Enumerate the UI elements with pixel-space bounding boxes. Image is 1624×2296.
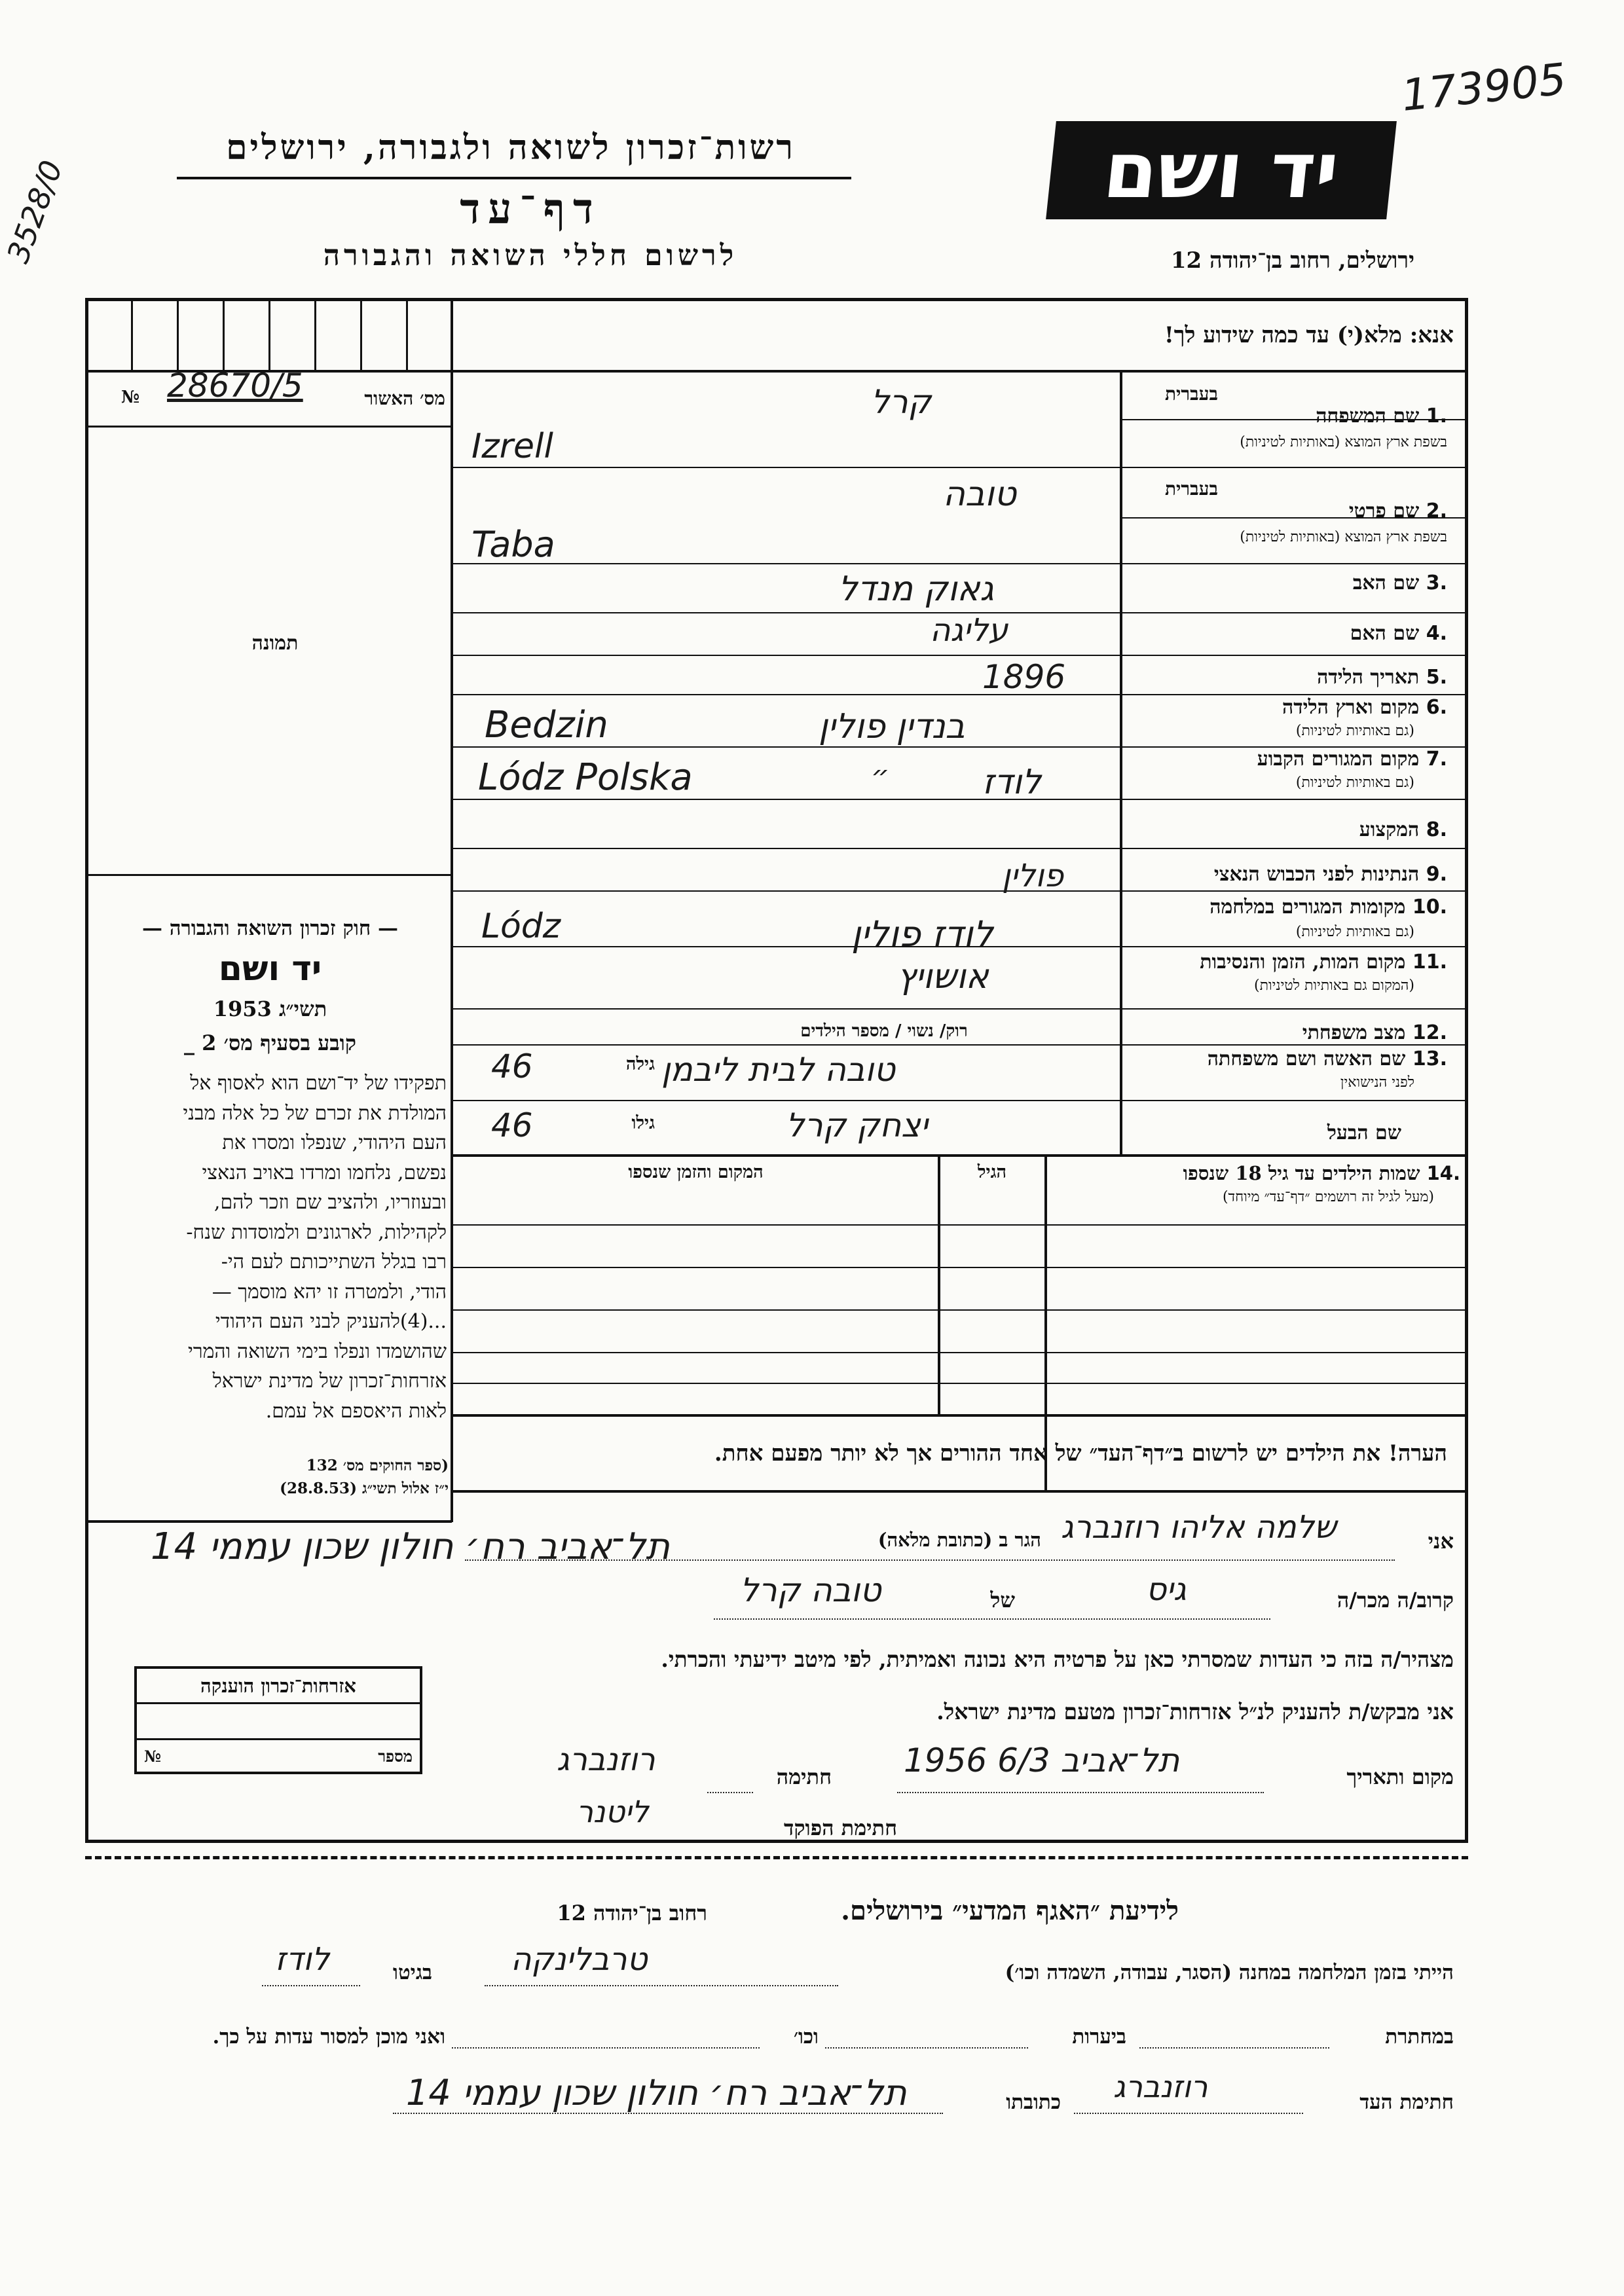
- decl-officer: חתימת הפוקד: [784, 1815, 897, 1840]
- row-rule: [453, 612, 1121, 613]
- hw-residence-he: לודז: [982, 763, 1042, 802]
- row-rule: [453, 1309, 1468, 1311]
- hw-husband: יצחק קרל: [786, 1106, 928, 1144]
- law-text-line: תפקידו של יד־ושם הוא לאסוף אל: [190, 1072, 447, 1095]
- row-rule: [453, 746, 1121, 748]
- field-13-sub: לפני הנישואין: [1340, 1074, 1414, 1091]
- bottom-camp-line: הייתי בזמן המלחמה במחנה (הסגר, עבודה, השמדה וכו׳): [1005, 1961, 1454, 1984]
- row-rule: [453, 1044, 1121, 1046]
- row-rule: [453, 1352, 1468, 1353]
- registration-value: 28670/5: [167, 367, 303, 405]
- field-8-label: .8 המקצוע: [1359, 818, 1447, 841]
- hw-wife-age: 46: [491, 1048, 533, 1085]
- law-source-date: י״ז אלול תשי״ג (28.8.53): [280, 1480, 449, 1497]
- row-rule: [1121, 563, 1468, 564]
- hw-first-lat: Taba: [471, 524, 555, 565]
- row-rule: [1121, 1100, 1468, 1101]
- field-1-hebrew-tag: בעברית: [1164, 383, 1218, 405]
- hw-birth-lat: Bedzin: [485, 704, 608, 746]
- bottom-witness-sig: חתימת העד: [1359, 2090, 1454, 2114]
- row-rule: [1121, 890, 1468, 892]
- bottom-heading: לידיעת ״האגף המדעי״ בירושלים.: [841, 1895, 1179, 1926]
- law-text-line: המולדת את זכרם של כל אלה מבני: [183, 1101, 447, 1125]
- field-14-sub: (מעל לגיל זה רושמים ״דף־עד״ מיוחד): [1222, 1189, 1434, 1205]
- bottom-address-label: כתובתו: [1006, 2090, 1061, 2114]
- row-rule: [453, 655, 1121, 656]
- photo-label: תמונה: [251, 632, 299, 655]
- hw-citizenship: פולין: [1002, 858, 1064, 894]
- hw-witness-address: תל־אביב רח׳ חולון שכון עממי 14: [406, 2072, 907, 2113]
- children-note: הערה! את הילדים יש לרשום ב״דף־העד״ של אחד ההורים אך לא יותר מפעם אחת.: [714, 1440, 1447, 1467]
- row-rule: [1121, 946, 1468, 947]
- age-husband-label: גילו: [631, 1113, 655, 1133]
- law-text-line: אזרחות־זכרון של מדינת ישראל: [212, 1370, 447, 1393]
- bottom-ready: ואני מוכן למסור עדות על כך.: [212, 2025, 445, 2049]
- bottom-underground: במחתרת: [1385, 2025, 1454, 2049]
- row-rule: [453, 946, 1121, 947]
- address: ירושלים, רחוב בן־יהודה 12: [1170, 247, 1414, 274]
- hw-relation: גיס: [1146, 1571, 1187, 1608]
- field-2-label: .2 שם פרטי: [1348, 500, 1447, 522]
- row-rule: [453, 1224, 1468, 1226]
- decl-residing: הגר ב (כתובת מלאה): [877, 1529, 1041, 1551]
- field-10-sub: (גם באותיות לטיניות): [1295, 924, 1414, 940]
- hw-residence-lat: Lódz Polska: [478, 756, 693, 799]
- row-rule: [453, 1008, 1121, 1010]
- row-rule: [453, 1267, 1468, 1268]
- row-rule: [1121, 799, 1468, 800]
- law-text-line: לאות היאספם אל עמם.: [265, 1399, 447, 1423]
- decl-signature: חתימה: [776, 1764, 832, 1789]
- law-year: תשי״ג 1953: [213, 996, 327, 1021]
- hw-wife: טובה לבית ליבמן: [661, 1051, 895, 1089]
- hw-of-name: טובה קרל: [740, 1571, 881, 1609]
- law-source: (ספר החוקים מס׳ 132: [306, 1457, 449, 1474]
- hw-witness-signature: רוזנברג: [1113, 2069, 1208, 2104]
- law-text-line: ובעוזריו, ולהציב שם וזכר להם,: [213, 1191, 447, 1214]
- field-3-label: .3 שם האב: [1352, 572, 1447, 594]
- authority-heading: רשות־זכרון לשואה ולגבורה, ירושלים: [226, 128, 796, 168]
- field-10-label: .10 מקומות המגורים במלחמה: [1209, 896, 1447, 919]
- law-text: [93, 1068, 447, 1426]
- margin-number: 3528/0: [0, 155, 70, 268]
- field-1-sub: בשפת ארץ המוצא (באותיות לטיניות): [1240, 434, 1447, 450]
- field-12-label: .12 מצב משפחתי: [1302, 1021, 1447, 1044]
- decl-request: אני מבקש/ת להעניק לנ״ל אזרחות־זכרון מטעם מדינת ישראל.: [936, 1699, 1454, 1724]
- law-text-line: ...(4)להעניק לבני העם היהודי: [215, 1310, 447, 1333]
- field-2-sub: בשפת ארץ המוצא (באותיות לטיניות): [1240, 529, 1447, 545]
- yad-vashem-logo: יד ושם: [1046, 121, 1397, 219]
- field-11-label: .11 מקום המות, הזמן והנסיבות: [1200, 951, 1447, 974]
- tear-line: [85, 1856, 1468, 1859]
- decl-relative: קרוב/ה מכר/ה: [1337, 1588, 1454, 1613]
- field-7-sub: (גם באותיות לטיניות): [1295, 774, 1414, 791]
- field-5-label: .5 תאריך הלידה: [1317, 666, 1447, 689]
- hw-birth-year: 1896: [982, 658, 1066, 696]
- row-rule: [1121, 467, 1468, 468]
- row-rule: [1121, 1044, 1468, 1046]
- husband-label: שם הבעל: [1327, 1121, 1401, 1144]
- hw-place-date: תל־אביב 6/3 1956: [904, 1741, 1180, 1779]
- hw-war-he: לודז פולין: [851, 913, 993, 955]
- hw-residence-mark: ״: [871, 759, 890, 793]
- row-rule: [453, 848, 1121, 849]
- field-6-sub: (גם באותיות לטיניות): [1295, 723, 1414, 739]
- field-1-label: .1 שם המשפחה: [1316, 405, 1447, 428]
- hw-declarant-address: תל־אביב רח׳ חולון שכון עממי 14: [151, 1525, 670, 1568]
- law-text-line: רבו בגלל השתייכותם לעם הי-: [221, 1250, 447, 1273]
- bottom-forests: ביערות: [1072, 2025, 1126, 2049]
- citizenship-number: מספר: [378, 1747, 413, 1766]
- hw-first-he: טובה: [943, 475, 1016, 514]
- row-rule: [1121, 655, 1468, 656]
- field-13-label: .13 שם האשה ושם משפחתה: [1207, 1048, 1447, 1070]
- bottom-ghetto: בגיטו: [393, 1961, 432, 1984]
- field-6-label: .6 מקום וארץ הלידה: [1282, 696, 1447, 719]
- age-wife-label: גילה: [625, 1054, 655, 1074]
- field-14-label: .14 שמות הילדים עד גיל 18 שנספו: [1183, 1162, 1460, 1184]
- hw-surname-he: קרל: [871, 383, 932, 421]
- hw-surname-lat: Izrell: [471, 427, 553, 466]
- decl-statement: מצהיר/ה בזה כי העדות שמסרתי כאן על פרטיה היא נכונה ואמיתית, לפי מיטב ידיעתי והכרתי.: [661, 1647, 1454, 1672]
- bottom-address: רחוב בן־יהודה 12: [557, 1901, 707, 1925]
- hw-father: גאוק מנדל: [838, 570, 994, 609]
- row-rule: [1121, 1008, 1468, 1010]
- decl-place-date: מקום ותאריך: [1346, 1764, 1454, 1789]
- hw-war-lat: Lódz: [481, 907, 561, 946]
- law-title: — חוק זכרון השואה והגבורה —: [141, 917, 399, 940]
- hw-ghetto: לודז: [275, 1941, 330, 1978]
- field-7-label: .7 מקום המגורים הקבוע: [1257, 748, 1447, 771]
- citizenship-no-sign: №: [144, 1747, 162, 1766]
- row-rule: [453, 1100, 1121, 1101]
- row-rule: [1121, 612, 1468, 613]
- form-title: דף־עד: [460, 185, 601, 234]
- hw-camp: טרבלינקה: [511, 1941, 648, 1978]
- col-age: הגיל: [977, 1162, 1007, 1182]
- row-rule: [1121, 694, 1468, 695]
- law-name: יד ושם: [218, 949, 322, 989]
- law-text-line: הודי, ולמטרה זו יהא מוסמך —: [212, 1280, 447, 1303]
- decl-i: אני: [1428, 1529, 1454, 1554]
- form-subtitle: לרשום חללי השואה והגבורה: [323, 239, 738, 272]
- field-2-hebrew-tag: בעברית: [1164, 478, 1218, 500]
- corner-number: 173905: [1399, 54, 1569, 121]
- hw-birth-he: בנדין פולין: [819, 707, 965, 746]
- registration-no-sign: №: [121, 388, 140, 407]
- law-text-line: העם היהודי, שנפלו ומסרו את: [222, 1131, 447, 1154]
- row-rule: [453, 467, 1121, 468]
- law-text-line: לקהילות, לארגונים ולמוסדות שנח-: [186, 1220, 447, 1244]
- hw-death-place: אושויץ: [897, 957, 989, 996]
- hw-officer-signature: ליטנר: [576, 1794, 649, 1829]
- marital-options: רוק/ נשוי / מספר הילדים: [800, 1021, 968, 1041]
- row-rule: [1121, 848, 1468, 849]
- field-9-label: .9 הנתינות לפני הכבוש הנאצי: [1213, 863, 1447, 886]
- decl-of: של: [990, 1588, 1015, 1613]
- hw-mother: עליגה: [930, 612, 1008, 649]
- hw-declarant: שלמה אליהו רוזנברג: [1061, 1509, 1337, 1546]
- col-place: המקום והזמן שנספו: [628, 1162, 764, 1182]
- bottom-etc: וכו׳: [793, 2025, 819, 2049]
- please-fill-note: אנא: מלא(י) עד כמה שידוע לך!: [1164, 322, 1454, 348]
- law-clause: קובע בסעיף מס׳ 2 _: [184, 1030, 356, 1055]
- registration-label: מס׳ האשור: [364, 388, 445, 409]
- row-rule: [453, 1383, 1468, 1384]
- hw-husband-age: 46: [491, 1106, 533, 1144]
- law-text-line: שהושמדו ונפלו בימי השואה והמרי: [187, 1339, 447, 1363]
- hw-signature: רוזנברג: [557, 1741, 655, 1778]
- citizenship-title: אזרחות־זכרון הוענקה: [200, 1675, 356, 1697]
- law-text-line: נפשם, נלחמו ומרדו באויב הנאצי: [202, 1161, 447, 1184]
- field-11-sub: (המקום גם באותיות לטיניות): [1254, 977, 1414, 994]
- field-4-label: .4 שם האם: [1350, 622, 1447, 645]
